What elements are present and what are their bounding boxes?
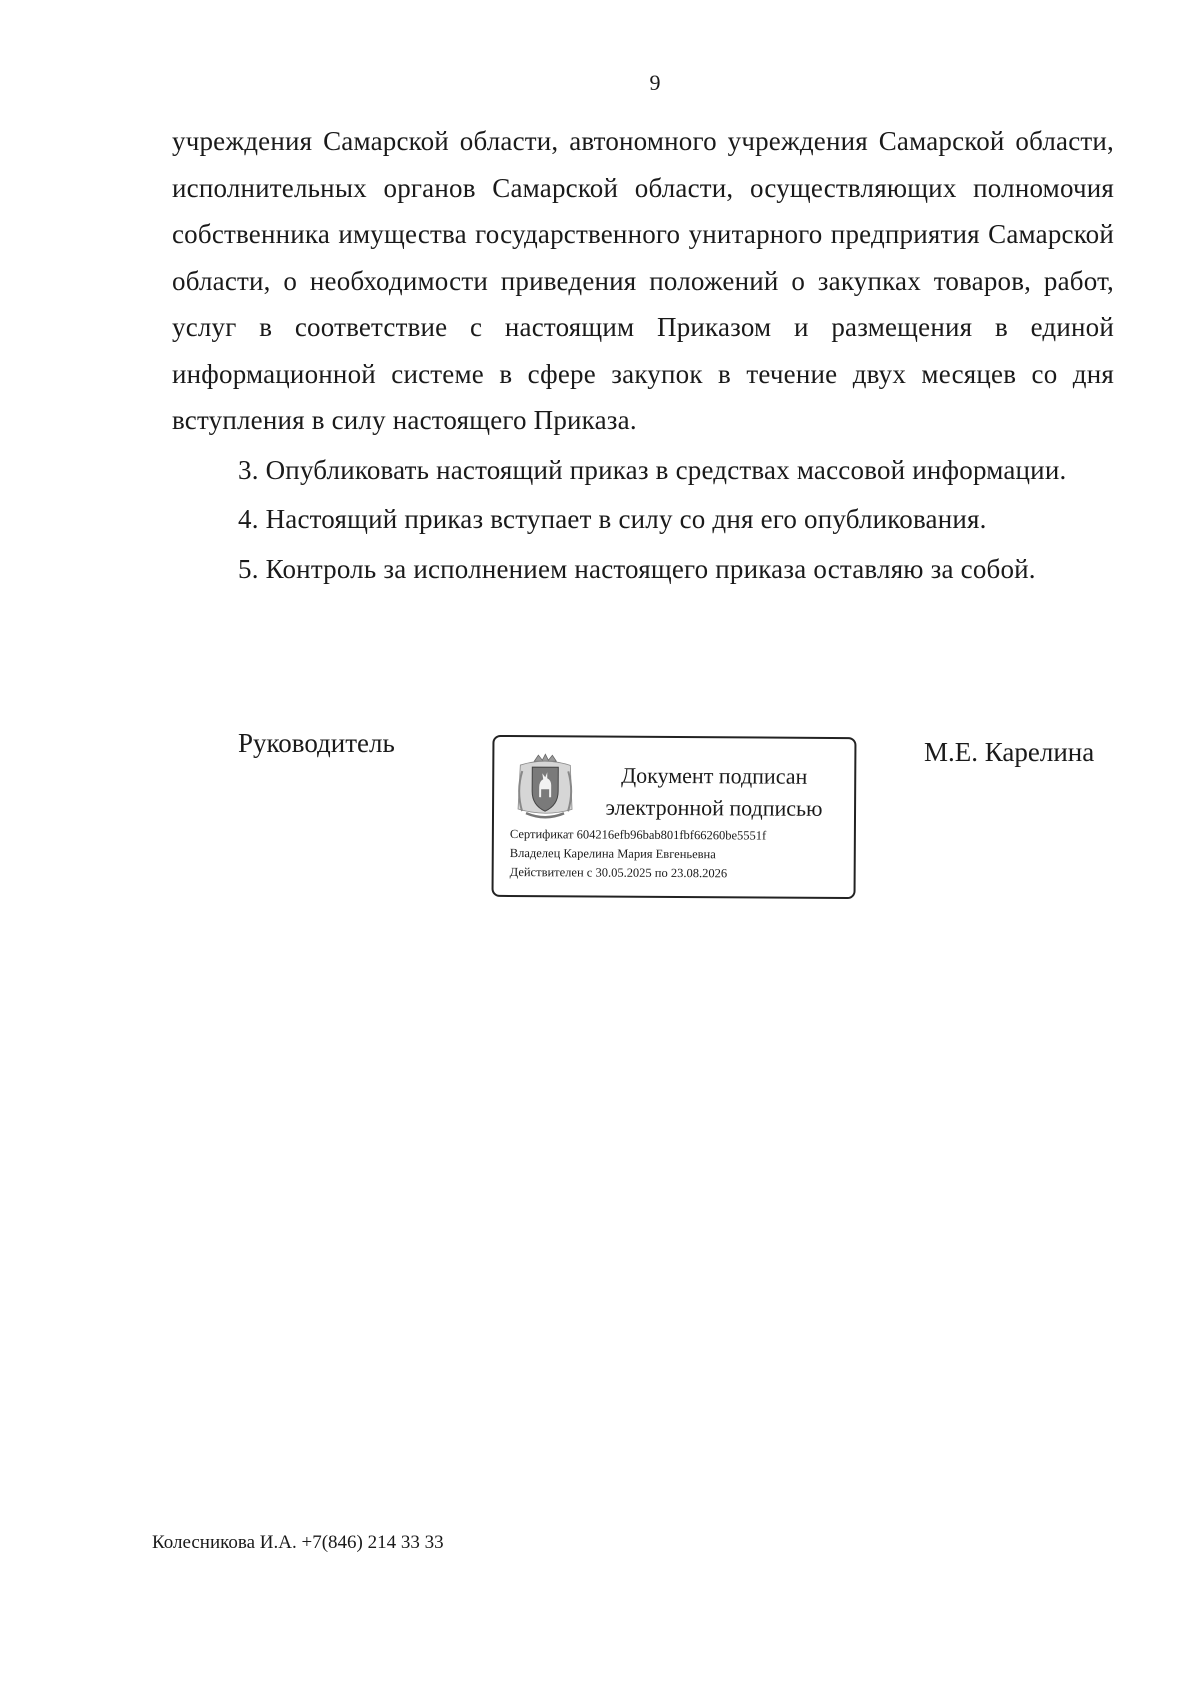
stamp-details	[510, 825, 767, 884]
stamp-title	[594, 760, 834, 825]
stamp-validity: Действителен с 30.05.2025 по 23.08.2026	[509, 864, 728, 881]
signatory-position: Руководитель	[238, 728, 395, 758]
stamp-certificate: Сертификат 604216efb96bab801fbf66260be5551f	[509, 826, 767, 843]
samara-region-coat-of-arms-icon	[512, 751, 578, 821]
stamp-owner: Владелец Карелина Мария Евгеньевна	[509, 845, 716, 862]
stamp-title-line-2: электронной подписью	[605, 794, 823, 821]
clause-3: 3. Опубликовать настоящий приказ в средствах массовой информации.	[238, 454, 1067, 485]
electronic-signature-stamp	[492, 735, 857, 899]
clause-5: 5. Контроль за исполнением настоящего приказа оставляю за собой.	[238, 553, 1036, 584]
stamp-title-line-1: Документ подписан	[621, 762, 808, 789]
intro-paragraph: учреждения Самарской области, автономного учреждения Самарской области, исполнительных органов Самарской области, осуществляющих полномочия собственника имущества государственного унитарного предприятия Самарской области, о необходимости приведения положений о закупках товаров, работ, услуг в соответствие с настоящим Приказом и размещения в единой информационной системе в сфере закупок в течение двух месяцев со дня вступления в силу настоящего Приказа.	[172, 126, 1114, 435]
page-number: 9	[649, 70, 661, 95]
document-body	[172, 118, 1114, 592]
executor-contact: Колесникова И.А. +7(846) 214 33 33	[152, 1532, 444, 1553]
clause-4: 4. Настоящий приказ вступает в силу со дня его опубликования.	[238, 504, 987, 534]
signatory-name: М.Е. Карелина	[924, 737, 1095, 767]
